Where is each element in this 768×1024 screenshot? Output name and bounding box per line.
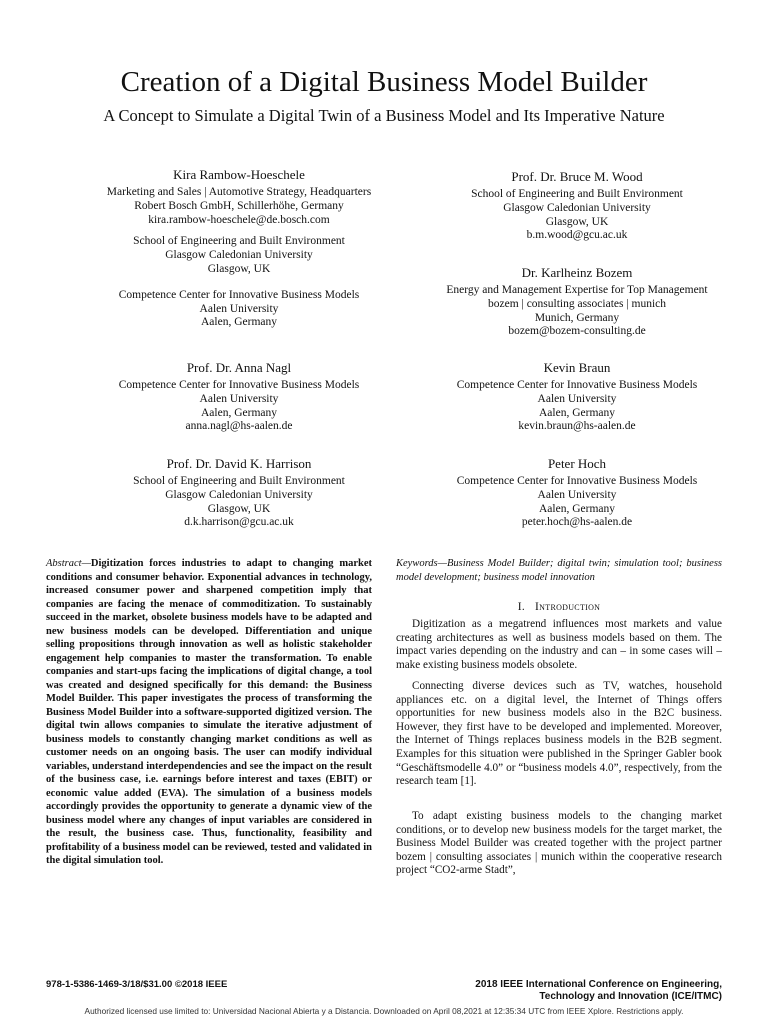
- author-name: Dr. Karlheinz Bozem: [521, 265, 633, 280]
- affiliation-line: Competence Center for Innovative Business Models: [456, 475, 698, 487]
- affiliation-line: Marketing and Sales | Automotive Strategy, Headquarters: [106, 186, 372, 198]
- author-block-hoch: [386, 455, 768, 530]
- affiliation-line: Glasgow Caledonian University: [165, 488, 313, 501]
- affiliation-line: Aalen University: [537, 488, 617, 501]
- author-email: bozem@bozem-consulting.de: [508, 325, 646, 338]
- paper-subtitle: A Concept to Simulate a Digital Twin of a Business Model and Its Imperative Nature: [103, 106, 665, 125]
- author-email: peter.hoch@hs-aalen.de: [521, 516, 633, 529]
- affiliation-line: Glasgow Caledonian University: [165, 249, 313, 262]
- author-email: kevin.braun@hs-aalen.de: [518, 420, 636, 433]
- keywords: Keywords—Business Model Builder; digital twin; simulation tool; business model development; business model innovation: [396, 558, 722, 583]
- author-name: Kira Rambow-Hoeschele: [173, 167, 305, 182]
- intro-paragraph-1: Digitization as a megatrend influences most markets and value creating architectures as well as business models based on them. The impact varies depending on the industry and can – in some cases will – make existing business models obsolete.: [396, 618, 722, 671]
- author-email: kira.rambow-hoeschele@de.bosch.com: [148, 213, 330, 226]
- author-block-nagl: [48, 359, 430, 434]
- affiliation-line: Glasgow, UK: [207, 262, 271, 275]
- license-notice: Authorized licensed use limited to: Universidad Nacional Abierta y a Distancia. Downloaded on April 08,2021 at 12:35:34 UTC from IEEE Xplore. Restrictions apply.: [84, 1006, 684, 1016]
- affiliation-line: Glasgow, UK: [207, 502, 271, 515]
- author-block-harrison: [48, 455, 430, 530]
- affiliation-line: Competence Center for Innovative Business Models: [456, 379, 698, 391]
- author-email: d.k.harrison@gcu.ac.uk: [184, 516, 294, 529]
- author-email: b.m.wood@gcu.ac.uk: [526, 229, 628, 242]
- affiliation-line: School of Engineering and Built Environment: [471, 188, 683, 200]
- paper-title: Creation of a Digital Business Model Builder: [120, 66, 648, 98]
- author-block-braun: [386, 359, 768, 434]
- affiliation-line: Aalen, Germany: [539, 502, 615, 515]
- affiliation-line: Competence Center for Innovative Business Models: [118, 379, 360, 391]
- affiliation-line: Glasgow Caledonian University: [503, 201, 651, 214]
- section-title: Introduction: [535, 601, 601, 613]
- affiliation-line: Munich, Germany: [534, 311, 620, 324]
- abstract-text: Digitization forces industries to adapt to changing market conditions and consumer behavior. Exponential advances in technology, increased consumer power and sharpened competition imply that companies are facing the menace of commoditization. To sustainably succeed in the market, obsolete business models have to be adapted and new business models can be developed. Differentiation and unique selling propositions through innovation as well as holistic stakeholder engagement help companies to master the transformation. To enable companies and start-ups facing the implications of digital change, a tool was created and designed specifically for this demand: the Business Model Builder. This paper investigates the process of transforming the Business Model Builder into a software-supported digitized version. The digital twin allows companies to simulate the iterative adjustment of business models to constantly changing market conditions as well as customer needs on an ongoing basis. The user can modify individual variables, understand interdependencies and see the impact on the result of the business case, i.e. earnings before interest and taxes (EBIT) or economic value added (EVA). The simulation of a business models accordingly provides the opportunity to generate a dynamic view of the business model where any changes of input variables are considered in the result, the business case. Thus, functionality, feasibility and profitability of a business model can be reviewed, tested and validated in the digital simulation tool.: [46, 558, 372, 866]
- affiliation-line: School of Engineering and Built Environment: [133, 475, 345, 487]
- affiliation-line: Energy and Management Expertise for Top Management: [446, 284, 708, 296]
- conference-line: Technology and Innovation (ICE/ITMC): [539, 991, 722, 1002]
- affiliation-line: Aalen University: [199, 302, 279, 315]
- affiliation-line: School of Engineering and Built Environment: [133, 235, 345, 248]
- abstract: [46, 557, 372, 868]
- author-block-wood: [386, 168, 768, 243]
- footer-conference: [396, 979, 722, 1003]
- section-numeral: I.: [517, 601, 526, 613]
- affiliation-line: Aalen, Germany: [539, 406, 615, 419]
- affiliation-line: Robert Bosch GmbH, Schillerhöhe, Germany: [134, 199, 344, 212]
- author-name: Kevin Braun: [543, 360, 611, 375]
- affiliation-line: Competence Center for Innovative Business Models: [118, 288, 360, 301]
- intro-paragraph-3: To adapt existing business models to the changing market conditions, or to develop new business models for the target market, the Business Model Builder was created together with the project partner bozem | consulting associates | munich within the cooperative research project “CO2-arme Stadt”,: [396, 810, 722, 877]
- section-heading-introduction: [396, 600, 722, 614]
- author-block-bozem: [386, 264, 768, 339]
- intro-paragraph-2: Connecting diverse devices such as TV, watches, household appliances etc. on a digital level, the Internet of Things offers opportunities for new business models also in the B2C business. However, they first have to be developed and implemented. Moreover, the Internet of Things replaces business models in the B2B segment. Examples for this situation were published in the Springer Gabler book “Geschäftsmodelle 4.0” or “business models 4.0”, respectively, from the research team [1].: [396, 680, 722, 788]
- author-name: Prof. Dr. Anna Nagl: [186, 360, 292, 375]
- footer-isbn: 978-1-5386-1469-3/18/$31.00 ©2018 IEEE: [46, 979, 228, 990]
- author-name: Peter Hoch: [547, 456, 607, 471]
- affiliation-line: Aalen University: [199, 392, 279, 405]
- author-name: Prof. Dr. David K. Harrison: [166, 456, 312, 471]
- author-email: anna.nagl@hs-aalen.de: [185, 420, 293, 433]
- affiliation-line: Aalen University: [537, 392, 617, 405]
- affiliation-line: Aalen, Germany: [201, 406, 277, 419]
- author-name: Prof. Dr. Bruce M. Wood: [511, 169, 643, 184]
- affiliation-line: bozem | consulting associates | munich: [487, 297, 667, 310]
- author-block-kira: [48, 166, 430, 330]
- abstract-lead: Abstract—: [46, 558, 91, 569]
- affiliation-line: Aalen, Germany: [201, 316, 277, 329]
- conference-line: 2018 IEEE International Conference on Engineering,: [475, 979, 722, 990]
- affiliation-line: Glasgow, UK: [545, 215, 609, 228]
